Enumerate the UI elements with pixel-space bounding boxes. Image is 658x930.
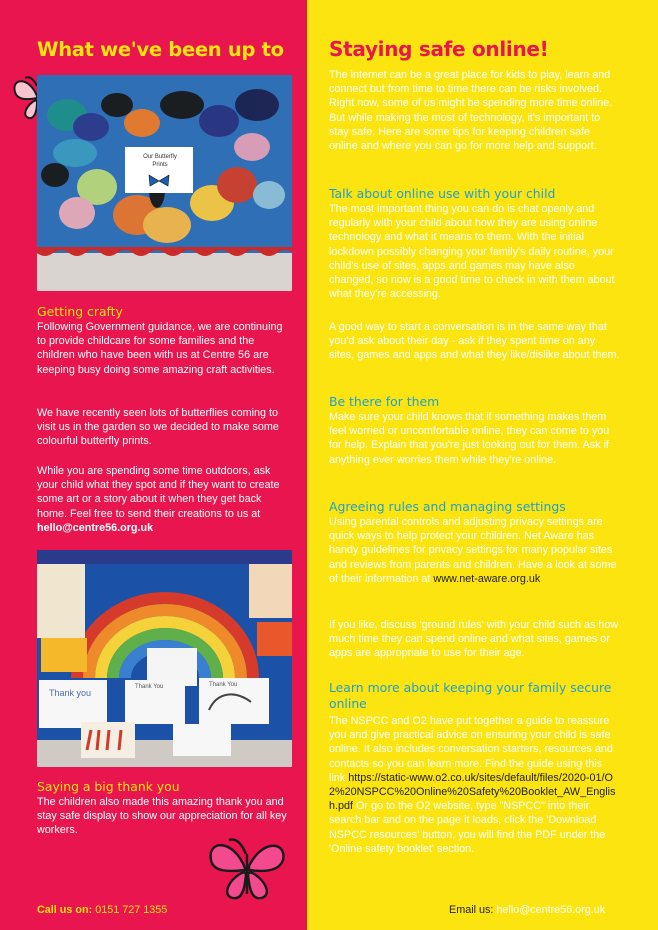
section-learn-text: The NSPCC and O2 have put together a guide to reassure you and give practical advice on ensuring your child is safe online. It also includes conversation starters, resources and contacts so you can learn more. Find the guide using this link xyxy=(329,715,613,784)
left-footer xyxy=(37,904,167,916)
thank-you-card-3: Thank You xyxy=(209,682,238,688)
phone-number[interactable]: 0151 727 1355 xyxy=(95,904,168,916)
thank-you-card-1: Thank you xyxy=(49,688,92,698)
getting-crafty-heading: Getting crafty xyxy=(37,304,123,319)
section-talk-heading: Talk about online use with your child xyxy=(329,186,556,201)
footer-email[interactable]: hello@centre56.org.uk xyxy=(496,904,606,916)
section-be-there-heading: Be there for them xyxy=(329,394,440,409)
left-title: What we've been up to xyxy=(37,38,284,61)
right-footer xyxy=(449,904,605,916)
section-learn-paragraph xyxy=(329,714,621,856)
section-learn-text-end: Or go to the O2 website, type "NSPCC" into their search bar and on the page it loads, click the 'Download NSPCC resources' button, you will find the PDF under the 'Online safety booklet' section. xyxy=(329,800,606,855)
crafty-paragraph-1: Following Government guidance, we are continuing to provide childcare for some families and the children who have been with us at Centre 56 are keeping busy doing some amazing craft activities. xyxy=(37,321,283,376)
thank-you-card-2: Thank You xyxy=(135,684,164,690)
nspcc-guide-link[interactable]: https://static-www.o2.co.uk/sites/default/files/2020-01/O2%20NSPCC%20Online%20Safety%20Booklet_AW_English.pdf xyxy=(329,771,616,813)
thank-you-heading: Saying a big thank you xyxy=(37,779,180,794)
section-rules-paragraph-2: If you like, discuss 'ground rules' with your child such as how much time they can spend online and what sites, games or apps are appropriate to use for their age. xyxy=(329,619,619,660)
section-talk-paragraph-2: A good way to start a conversation is in the same way that you'd ask about their day - ask if they spent time on any sites, games and apps and what they like/dislike about them. xyxy=(329,321,620,362)
net-aware-link[interactable]: www.net-aware.org.uk xyxy=(433,572,541,585)
section-rules-heading: Agreeing rules and managing settings xyxy=(329,499,566,514)
email-us-label: Email us: xyxy=(449,904,494,916)
section-rules-text: Using parental controls and adjusting privacy settings are quick ways to help protect your children. Net Aware has handy guidelines for privacy settings for many popular sites and reviews from parents and children. Have a look at some of their information at xyxy=(329,516,617,585)
crafty-paragraph-3 xyxy=(37,464,293,535)
butterfly-prints-photo xyxy=(37,75,292,291)
call-us-label: Call us on: xyxy=(37,904,93,916)
section-learn-heading: Learn more about keeping your family secure online xyxy=(329,680,612,711)
section-talk-paragraph-1: The most important thing you can do is chat openly and regularly with your child about how they are using online technology and what it means to them. With the initial lockdown possibly changing your family's daily routine, your child's use of sites, apps and games may have also changed, so now is a good time to check in with them about what they're accessing. xyxy=(329,203,615,301)
thank-you-paragraph: The children also made this amazing thank you and stay safe display to show our appreciation for all key workers. xyxy=(37,796,287,837)
crafty-paragraph-2: We have recently seen lots of butterflies coming to visit us in the garden so we decided to make some colourful butterfly prints. xyxy=(37,407,279,448)
section-be-there-paragraph: Make sure your child knows that if something makes them feel worried or uncomfortable online, they can come to you for help. Explain that you're just looking out for them. Ask if anything ever worries them while they're online. xyxy=(329,411,610,466)
butterfly-pink-icon xyxy=(205,834,291,904)
thank-you-display-photo xyxy=(37,550,292,767)
photo-sign-text: Our Butterfly Prints xyxy=(143,154,177,168)
right-title: Staying safe online! xyxy=(329,37,549,61)
crafty-email-link[interactable]: hello@centre56.org.uk xyxy=(37,521,154,534)
sign-butterfly-icon xyxy=(147,174,171,188)
crafty-paragraph-3-text: While you are spending some time outdoors, ask your child what they spot and if they want to create some art or a story about it when they get back home. Feel free to send their creations to us at xyxy=(37,465,280,520)
section-rules-paragraph-1 xyxy=(329,515,621,586)
intro-paragraph: The internet can be a great place for kids to play, learn and connect but from time to time there can be risks involved. Right now, some of us might be spending more time online. But while making the most of technology, it's important to stay safe. Here are some tips for keeping children safe online and where you can go for more help and support. xyxy=(329,69,613,153)
